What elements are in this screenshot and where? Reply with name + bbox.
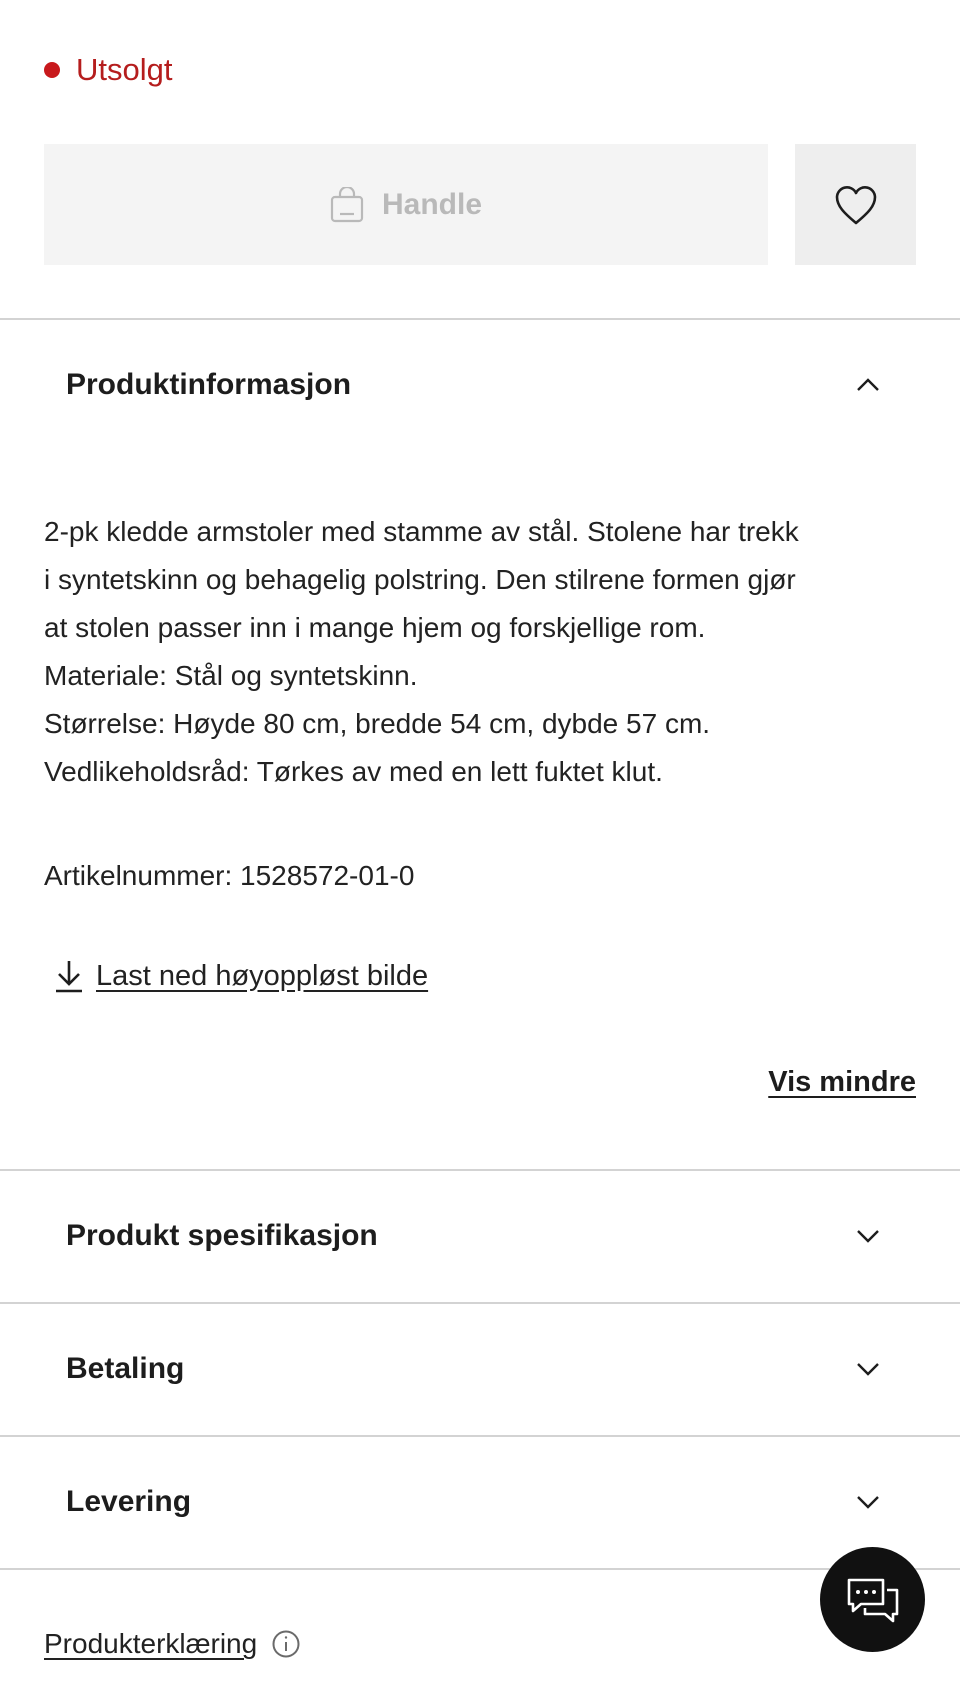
description-line: i syntetskinn og behagelig polstring. Den stilrene formen gjør xyxy=(44,564,796,595)
info-icon[interactable] xyxy=(271,1629,301,1659)
chat-button[interactable] xyxy=(820,1547,925,1652)
shopping-bag-icon xyxy=(330,187,364,223)
product-declaration xyxy=(44,1628,301,1660)
accordion-product-info[interactable] xyxy=(0,320,960,450)
chevron-down-icon xyxy=(856,1362,880,1376)
chevron-down-icon xyxy=(856,1495,880,1509)
description-line: Størrelse: Høyde 80 cm, bredde 54 cm, dybde 57 cm. xyxy=(44,708,711,739)
heart-icon xyxy=(834,184,878,226)
accordion-delivery-title: Levering xyxy=(66,1485,192,1518)
chevron-up-icon xyxy=(856,378,880,392)
product-declaration-link[interactable]: Produkterklæring xyxy=(44,1628,258,1659)
buy-button[interactable] xyxy=(44,144,768,265)
product-description xyxy=(44,508,924,796)
accordion-delivery[interactable] xyxy=(0,1437,960,1567)
download-icon xyxy=(54,958,84,994)
description-line: Vedlikeholdsråd: Tørkes av med en lett fuktet klut. xyxy=(44,756,663,787)
description-line: Materiale: Stål og syntetskinn. xyxy=(44,660,418,691)
accordion-product-specification[interactable] xyxy=(0,1171,960,1301)
buy-button-label: Handle xyxy=(381,187,483,221)
stock-status xyxy=(44,52,172,88)
divider xyxy=(0,1568,960,1570)
accordion-product-info-title: Produktinformasjon xyxy=(66,368,352,401)
accordion-payment[interactable] xyxy=(0,1304,960,1434)
description-line: 2-pk kledde armstoler med stamme av stål. Stolene har trekk xyxy=(44,516,799,547)
description-line: at stolen passer inn i mange hjem og forskjellige rom. xyxy=(44,612,706,643)
download-image-label: Last ned høyoppløst bilde xyxy=(96,959,429,992)
chat-bubbles-icon xyxy=(845,1576,901,1624)
show-less-link[interactable]: Vis mindre xyxy=(768,1066,916,1098)
accordion-product-specification-title: Produkt spesifikasjon xyxy=(66,1219,378,1252)
stock-status-dot-icon xyxy=(44,62,60,78)
chevron-down-icon xyxy=(856,1229,880,1243)
stock-status-label: Utsolgt xyxy=(76,52,173,87)
favorite-button[interactable] xyxy=(795,144,916,265)
article-number: Artikelnummer: 1528572-01-0 xyxy=(44,860,415,891)
download-image-link[interactable] xyxy=(54,958,428,994)
accordion-payment-title: Betaling xyxy=(66,1352,185,1385)
